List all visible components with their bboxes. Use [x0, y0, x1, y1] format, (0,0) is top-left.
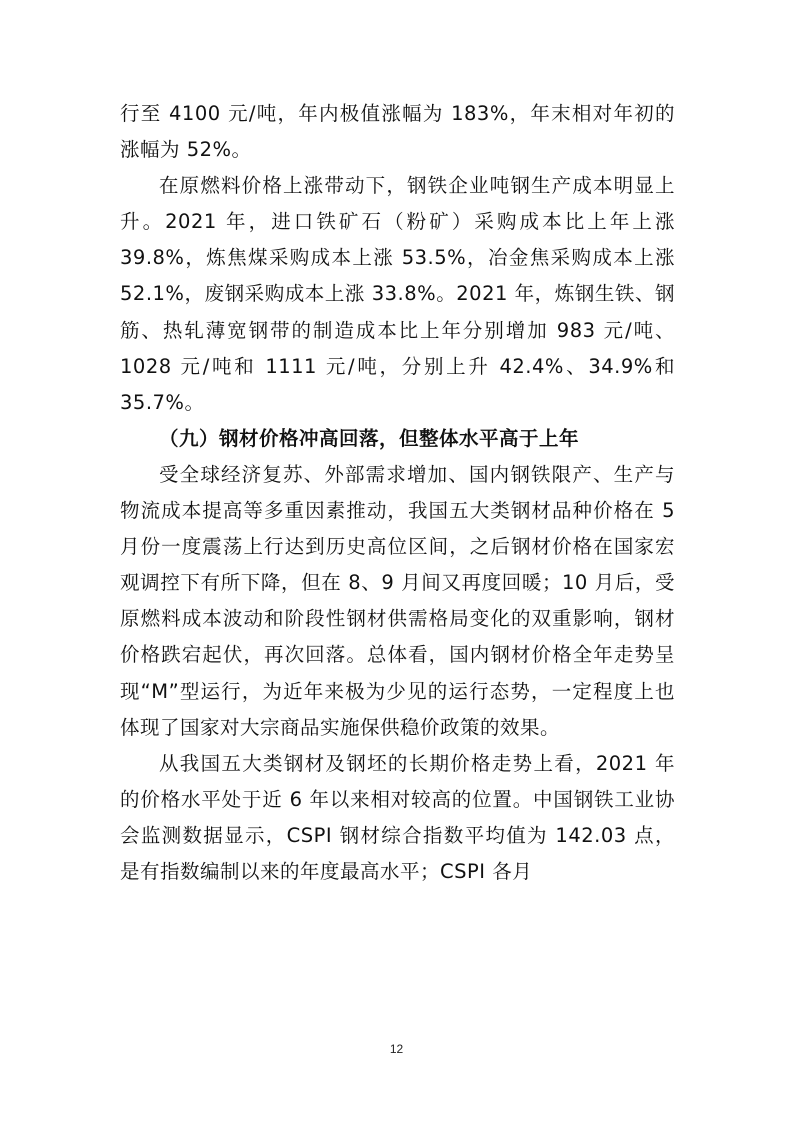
paragraph-price-trend: 受全球经济复苏、外部需求增加、国内钢铁限产、生产与物流成本提高等多重因素推动，我国五大类钢材品种价格在 5 月份一度震荡上行达到历史高位区间，之后钢材价格在国家宏观调控下有所下降，但在 8、9 月间又再度回暖；10 月后，受原燃料成本波动和阶段性钢材供需格局变化的双重影响，钢材价格跌宕起伏，再次回落。总体看，国内钢材价格全年走势呈现“M”型运行，为近年来极为少见的运行态势，一定程度上也体现了国家对大宗商品实施保供稳价政策的效果。 — [120, 462, 675, 739]
paragraph-long-term-price: 从我国五大类钢材及钢坯的长期价格走势上看，2021 年的价格水平处于近 6 年以来相对较高的位置。中国钢铁工业协会监测数据显示，CSPI 钢材综合指数平均值为 142.03 点，是有指数编制以来的年度最高水平；CSPI 各月 — [120, 751, 675, 883]
paragraph-continuation: 行至 4100 元/吨，年内极值涨幅为 183%，年末相对年初的涨幅为 52%。 — [120, 102, 675, 162]
page-number: 12 — [389, 1042, 404, 1056]
section-heading: （九）钢材价格冲高回落，但整体水平高于上年 — [159, 426, 580, 450]
paragraph-cost-increase: 在原燃料价格上涨带动下，钢铁企业吨钢生产成本明显上升。2021 年，进口铁矿石（粉矿）采购成本比上年上涨 39.8%，炼焦煤采购成本上涨 53.5%，冶金焦采购成本上涨 52.1%，废钢采购成本上涨 33.8%。2021 年，炼钢生铁、钢筋、热轧薄宽钢带的制造成本比上年分别增加 983 元/吨、1028 元/吨和 1111 元/吨，分别上升 42.4%、34.9%和 35.7%。 — [120, 174, 675, 414]
document-body — [120, 96, 675, 890]
